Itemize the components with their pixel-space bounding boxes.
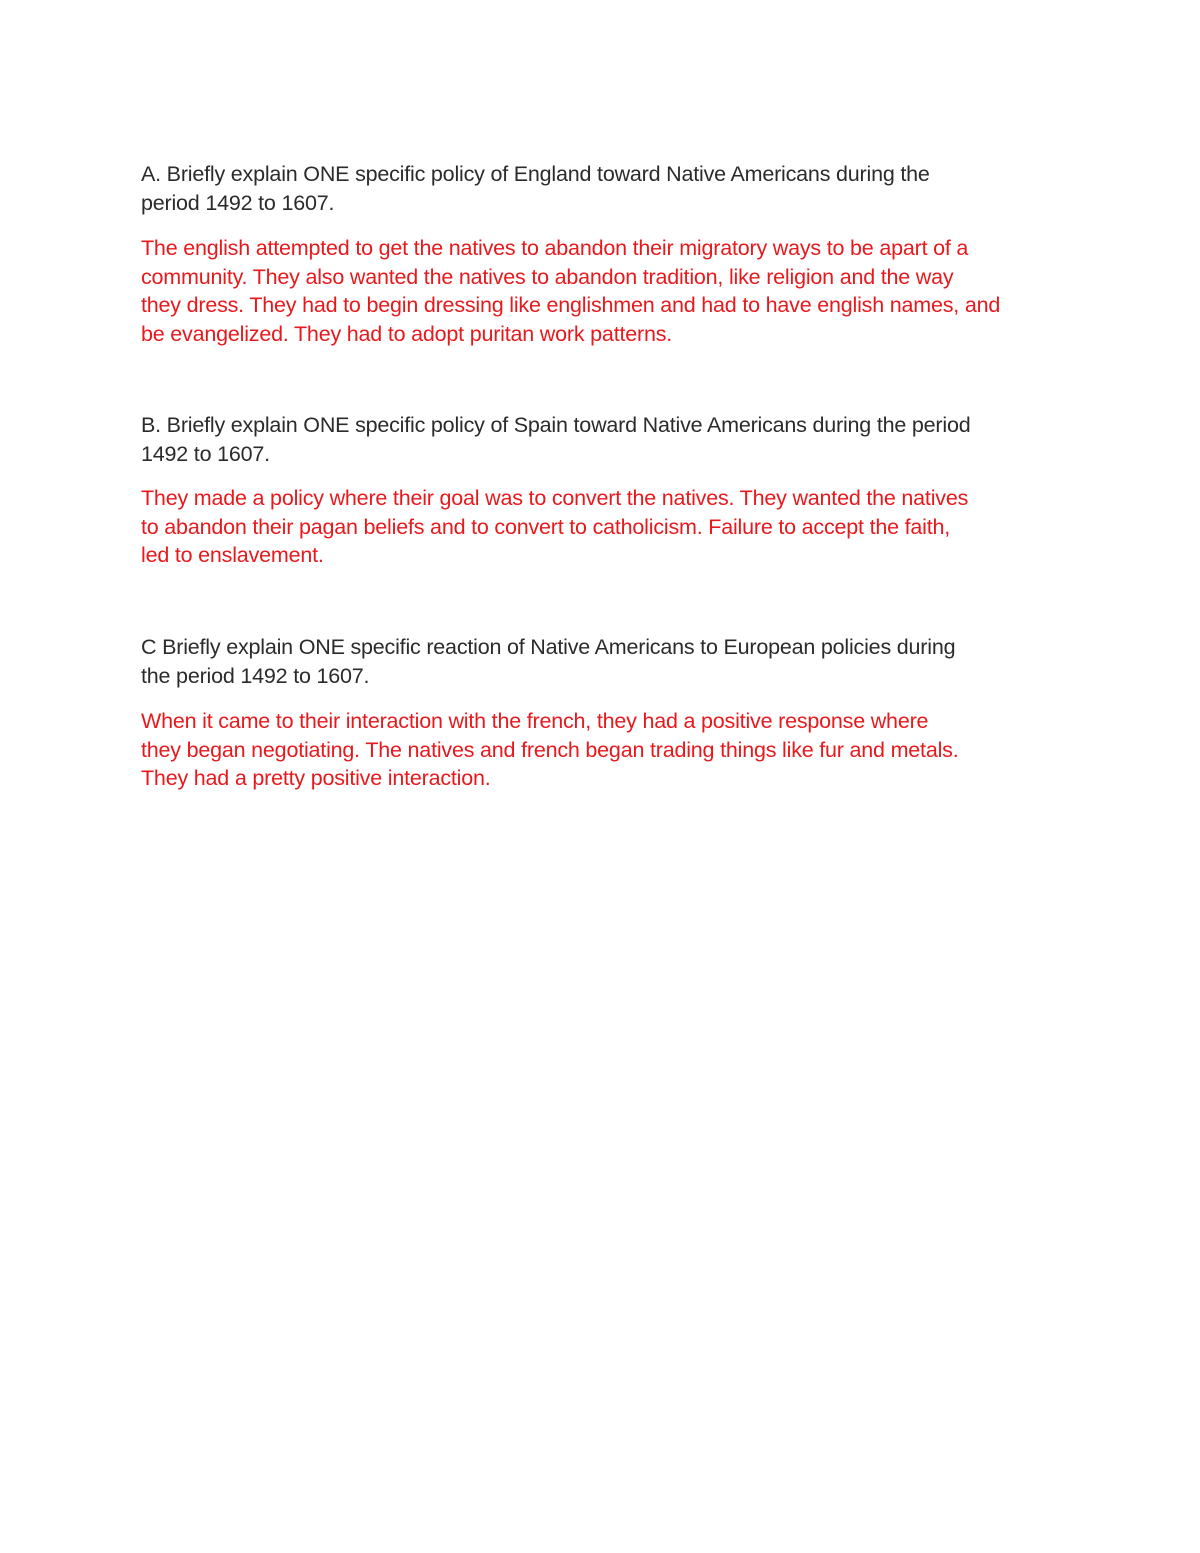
question-b: B. Briefly explain ONE specific policy of Spain toward Native Americans during the period 1492 to 1607.: [141, 413, 971, 466]
question-c: C Briefly explain ONE specific reaction of Native Americans to European policies during the period 1492 to 1607.: [141, 635, 956, 688]
answer-c: When it came to their interaction with the french, they had a positive response where they began negotiating. The natives and french began trading things like fur and metals. They had a pretty positive interaction.: [141, 709, 959, 790]
answer-a: The english attempted to get the natives to abandon their migratory ways to be apart of a community. They also wanted the natives to abandon tradition, like religion and the way they dress. They had to begin dressing like englishmen and had to have english names, and be evangelized. They had to adopt puritan work patterns.: [141, 236, 1001, 346]
question-a: A. Briefly explain ONE specific policy of England toward Native Americans during the period 1492 to 1607.: [141, 162, 930, 215]
answer-b: They made a policy where their goal was to convert the natives. They wanted the natives to abandon their pagan beliefs and to convert to catholicism. Failure to accept the faith, led to enslavement.: [141, 486, 969, 567]
